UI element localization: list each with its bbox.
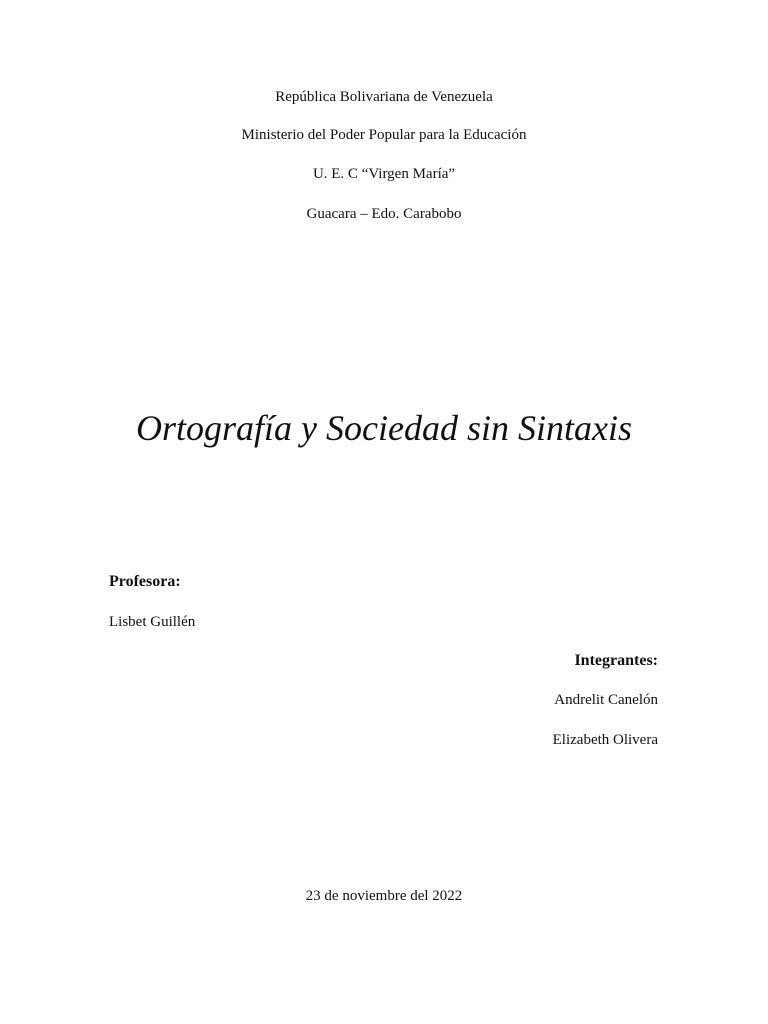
header-school: U. E. C “Virgen María” — [312, 166, 456, 182]
teacher-name: Lisbet Guillén — [109, 614, 196, 630]
document-date: 23 de noviembre del 2022 — [305, 888, 463, 904]
header-ministry: Ministerio del Poder Popular para la Educación — [241, 127, 527, 143]
member-name-1: Andrelit Canelón — [554, 692, 658, 708]
teacher-label: Profesora: — [109, 573, 181, 590]
document-title: Ortografía y Sociedad sin Sintaxis — [136, 408, 632, 448]
header-location: Guacara – Edo. Carabobo — [306, 206, 462, 222]
member-name-2: Elizabeth Olivera — [552, 732, 658, 748]
header-country: República Bolivariana de Venezuela — [275, 89, 493, 105]
members-label: Integrantes: — [574, 652, 658, 669]
